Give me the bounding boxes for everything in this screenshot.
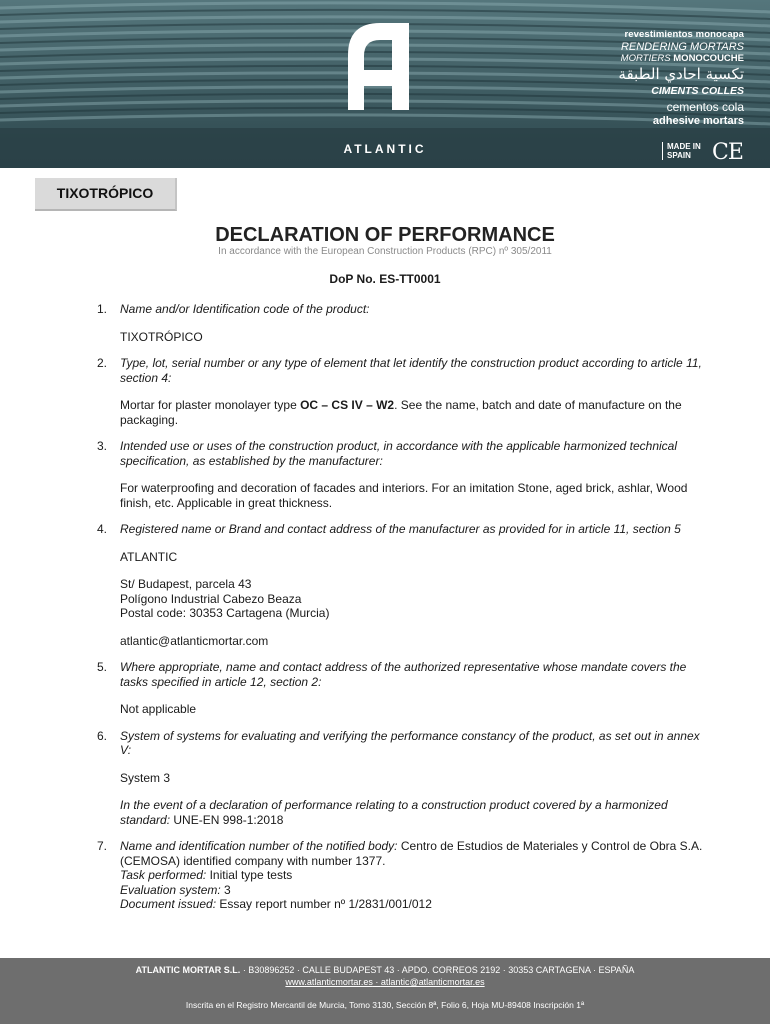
brand-adhesive: adhesive mortars — [652, 114, 744, 127]
item-1: 1. Name and/or Identification code of the product: TIXOTRÓPICO — [97, 302, 707, 344]
manufacturer-address: St/ Budapest, parcela 43 Polígono Industrial Cabezo Beaza Postal code: 30353 Cartagena (Murcia) — [120, 577, 330, 620]
item-answer: TIXOTRÓPICO — [120, 329, 203, 344]
item-2: 2. Type, lot, serial number or any type of element that let identify the construction product according to article 11, section 4: Mortar for plaster monolayer type OC – CS IV – W2. See the name, batch and date of manufacture on the packaging. — [97, 356, 707, 427]
header-banner — [0, 0, 770, 168]
brand-mortiers: MORTIERS MONOCOUCHE — [620, 52, 744, 64]
footer-web-link[interactable]: www.atlanticmortar.es — [285, 977, 373, 987]
brand-rendering: RENDERING MORTARS — [620, 40, 744, 53]
item-question: System of systems for evaluating and verifying the performance constancy of the product, as set out in annex V: — [120, 728, 700, 757]
footer-links: www.atlanticmortar.es · atlantic@atlanticmortar.es — [285, 977, 485, 987]
document-issued: Document issued: Essay report number nº 1/2831/001/012 — [120, 897, 432, 911]
declaration-body — [97, 302, 707, 912]
item-5: 5. Where appropriate, name and contact address of the authorized representative whose mandate covers the tasks specified in article 12, section 2: Not applicable — [97, 660, 707, 717]
atlantic-wordmark: ATLANTIC — [343, 142, 427, 156]
notified-body: Name and identification number of the notified body: Centro de Estudios de Materiales y Control de Obra S.A. (CEMOSA) identified company with number 1377. — [120, 839, 703, 868]
footer-registry: Inscrita en el Registro Mercantil de Murcia, Tomo 3130, Sección 8ª, Folio 6, Hoja MU-89408 Inscripción 1ª — [185, 1000, 585, 1010]
item-question: Registered name or Brand and contact address of the manufacturer as provided for in article 11, section 5 — [120, 522, 681, 536]
item-question: Name and/or Identification code of the product: — [120, 302, 370, 316]
footer-company-line: ATLANTIC MORTAR S.L. · B30896252 · CALLE BUDAPEST 43 · APDO. CORREOS 2192 · 30353 CARTAGENA · ESPAÑA — [135, 965, 635, 975]
item-answer: Mortar for plaster monolayer type OC – CS IV – W2. See the name, batch and date of manufacture on the packaging. — [120, 398, 682, 427]
brand-lines — [618, 30, 744, 127]
page-footer — [0, 958, 770, 1024]
manufacturer-email: atlantic@atlanticmortar.com — [120, 633, 269, 648]
item-3: 3. Intended use or uses of the construction product, in accordance with the applicable harmonized technical specification, as established by the manufacturer: For waterproofing and decoration of facades and interiors. For an imitation Stone, aged brick, ashlar, Wood finish, etc. Applicable in great thickness. — [97, 439, 707, 510]
item-question: Type, lot, serial number or any type of element that let identify the construction product according to article 11, section 4: — [120, 356, 702, 385]
brand-revestimientos: revestimientos monocapa — [624, 29, 744, 40]
product-tab: TIXOTRÓPICO — [35, 178, 177, 211]
manufacturer-name: ATLANTIC — [120, 549, 178, 564]
evaluation-system: Evaluation system: 3 — [120, 882, 231, 897]
item-question: Where appropriate, name and contact address of the authorized representative whose mandate covers the tasks specified in article 12, section 2: — [120, 660, 687, 689]
footer-email-link[interactable]: atlantic@atlanticmortar.es — [380, 977, 485, 987]
item-answer: System 3 — [120, 770, 171, 785]
item-answer: Not applicable — [120, 702, 197, 716]
item-6: 6. System of systems for evaluating and verifying the performance constancy of the product, as set out in annex V: System 3 In the event of a declaration of performance relating to a construction product covered by a harmonized standard: UNE-EN 998-1:2018 — [97, 729, 707, 828]
ce-mark-icon: CE — [712, 140, 743, 165]
item-note: In the event of a declaration of performance relating to a construction product covered by a harmonized standard: UNE-EN 998-1:2018 — [120, 798, 668, 827]
document-subtitle: In accordance with the European Construction Products (RPC) nº 305/2011 — [218, 246, 552, 257]
item-7: 7. Name and identification number of the notified body: Centro de Estudios de Materiales y Control de Obra S.A. (CEMOSA) identified company with number 1377. Task performed: Initial type tests Evaluation system: 3 Document issued: Essay report number nº 1/2831/001/012 — [97, 839, 707, 912]
brand-ciments: CIMENTS COLLES — [651, 85, 744, 97]
item-4: 4. Registered name or Brand and contact address of the manufacturer as provided for in article 11, section 5 ATLANTIC St/ Budapest, parcela 43 Polígono Industrial Cabezo Beaza Postal code: 30353 Cartagena (Murcia) atlantic@atlanticmortar.com — [97, 522, 707, 648]
document-title: DECLARATION OF PERFORMANCE — [215, 224, 555, 246]
dop-number: DoP No. ES-TT0001 — [329, 272, 441, 286]
brand-arabic: تكسية احادي الطبقة — [618, 65, 744, 83]
brand-cementos: cementos cola — [666, 99, 744, 114]
made-in-spain-badge: MADE IN SPAIN — [662, 142, 701, 160]
task-performed: Task performed: Initial type tests — [120, 868, 293, 882]
item-answer: For waterproofing and decoration of facades and interiors. For an imitation Stone, aged brick, ashlar, Wood finish, etc. Applicable in great thickness. — [120, 481, 688, 510]
item-question: Intended use or uses of the construction product, in accordance with the applicable harmonized technical specification, as established by the manufacturer: — [120, 439, 678, 468]
